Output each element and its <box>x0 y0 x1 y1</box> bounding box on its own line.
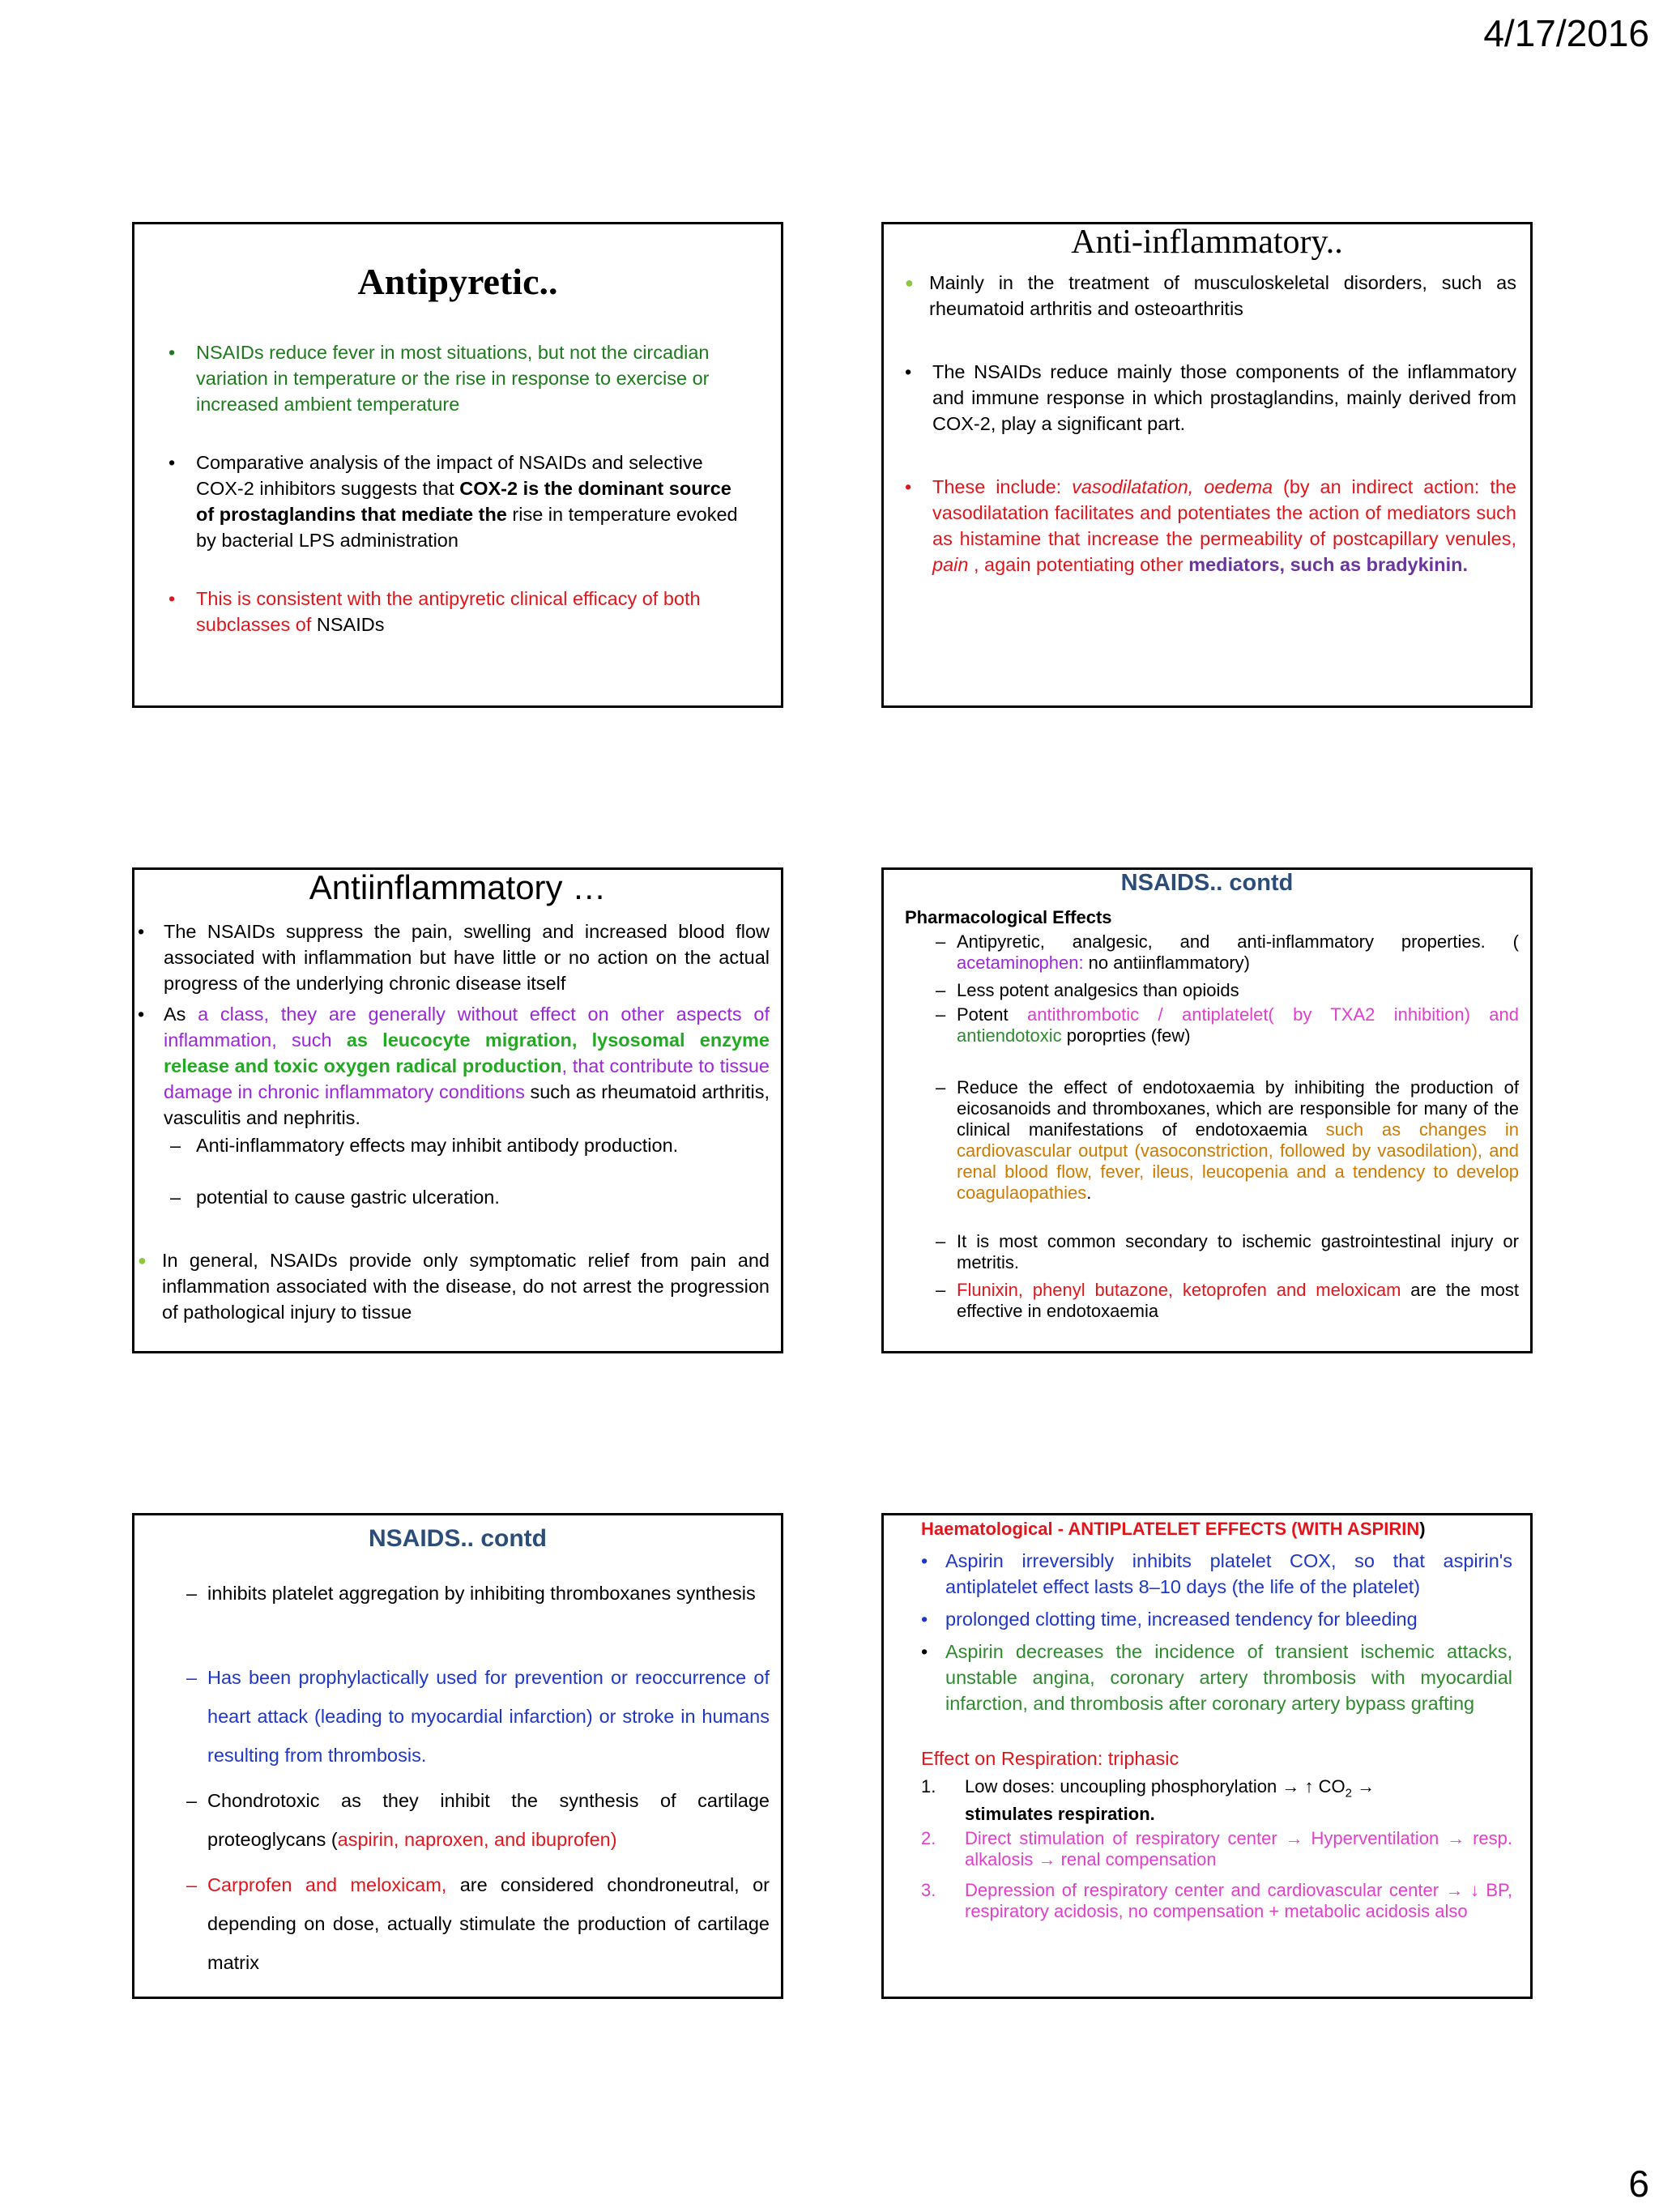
dash-item <box>936 980 1519 1001</box>
bullet-item <box>168 450 745 553</box>
numbered-item <box>921 1880 1512 1922</box>
date-header: 4/17/2016 <box>1483 12 1649 54</box>
bullet-item <box>905 474 1516 578</box>
dash-text: Less potent analgesics than opioids <box>957 980 1239 1000</box>
dash-item <box>936 1077 1519 1204</box>
numbered-item <box>921 1828 1512 1870</box>
slide-title: Anti-inflammatory.. <box>1071 224 1343 261</box>
dash-text: aspirin, naproxen, and ibuprofen) <box>337 1829 617 1850</box>
item-text: Depression of respiratory center and cardiovascular center → ↓ BP, respiratory acidosis, no compensation + metabolic acidosis also <box>965 1880 1512 1921</box>
dash-mark: – <box>186 1583 198 1604</box>
dash-item <box>186 1574 770 1613</box>
dash-item <box>936 931 1519 974</box>
bullet-item <box>905 270 1516 322</box>
dash-item <box>936 1231 1519 1273</box>
dash-mark: – <box>936 1231 946 1251</box>
dash-text: Reduce the effect of endotoxaemia by inhibiting the production of eicosanoids and thromboxanes, which are responsible for many of the clinical manifestations of endotoxaemia <box>957 1077 1519 1140</box>
bullet-text: such as rheumatoid arthritis, vasculitis and nephritis. <box>164 1081 770 1128</box>
dash-item <box>186 1781 770 1859</box>
number-mark: 1. <box>921 1776 936 1796</box>
dash-text: inhibits platelet aggregation by inhibiting thromboxanes synthesis <box>207 1583 756 1604</box>
bullet-mark: • <box>905 476 912 497</box>
numbered-item <box>921 1776 1512 1825</box>
bullet-text: Mainly in the treatment of musculoskeletal disorders, such as rheumatoid arthritis and osteoarthritis <box>929 272 1516 319</box>
bullet-item <box>921 1639 1512 1716</box>
page-number: 6 <box>1628 2163 1649 2205</box>
number-mark: 3. <box>921 1880 936 1900</box>
bullet-item <box>905 359 1516 437</box>
bullet-text: prolonged clotting time, increased tendency for bleeding <box>945 1609 1418 1630</box>
dash-item <box>186 1865 770 1982</box>
dash-text: acetaminophen: <box>957 953 1084 973</box>
dash-text: poroprties (few) <box>1061 1025 1191 1046</box>
slide-title: NSAIDS.. contd <box>1120 870 1294 896</box>
bullet-text: NSAIDs <box>316 614 385 635</box>
item-text-sub: 2 <box>1345 1786 1352 1801</box>
bullet-text: Comparative analysis of the impact of NSAIDs and selective COX-2 inhibitors suggests that <box>196 452 703 499</box>
bullet-mark: • <box>921 1641 928 1662</box>
bullet-text: rise in temperature evoked by bacterial LPS administration <box>196 504 738 551</box>
bullet-text: In general, NSAIDs provide only symptomatic relief from pain and inflammation associated with the disease, do not arrest the progression of pathological injury to tissue <box>162 1250 770 1323</box>
bullet-text: pain <box>932 554 969 575</box>
bullet-mark: • <box>138 921 145 942</box>
dash-mark: – <box>936 1077 946 1097</box>
bullet-text: This is consistent with the antipyretic clinical efficacy of both subclasses of <box>196 588 701 635</box>
bullet-mark: • <box>905 361 912 382</box>
slide-title: Antipyretic.. <box>357 261 558 302</box>
bullet-mark: • <box>168 342 176 363</box>
slide-antipyretic <box>132 222 783 708</box>
slide-antiinflammatory-2 <box>132 867 783 1353</box>
dash-mark: – <box>936 1280 946 1300</box>
slide-anti-inflammatory <box>881 222 1533 708</box>
dash-text: antiendotoxic <box>957 1025 1062 1046</box>
dash-mark: – <box>170 1187 181 1208</box>
bullet-mark: • <box>921 1609 928 1630</box>
dash-text: are considered chondroneutral, or depending on dose, actually stimulate the production of cartilage matrix <box>207 1874 770 1973</box>
bullet-item <box>138 918 770 996</box>
bullet-mark: • <box>168 452 176 473</box>
bullet-mark: ● <box>138 1252 147 1268</box>
bullet-item <box>138 1001 770 1131</box>
bullet-mark: • <box>138 1004 145 1025</box>
dash-mark: – <box>186 1667 198 1688</box>
dash-text: Has been prophylactically used for prevention or reoccurrence of heart attack (leading to myocardial infarction) or stroke in humans resulting from thrombosis. <box>207 1667 770 1766</box>
sub-text: potential to cause gastric ulceration. <box>196 1187 500 1208</box>
bullet-text: The NSAIDs suppress the pain, swelling and increased blood flow associated with inflammation but have little or no action on the actual progress of the underlying chronic disease itself <box>164 921 770 994</box>
bullet-item <box>168 586 745 637</box>
dash-item <box>936 1004 1519 1046</box>
dash-text: Flunixin, phenyl butazone, ketoprofen and meloxicam <box>957 1280 1401 1300</box>
bullet-text: , that contribute to tissue damage in chronic inflammatory conditions <box>164 1055 770 1102</box>
dash-text: such as changes in cardiovascular output (vasoconstriction, followed by vasodilation), and renal blood flow, fever, ileus, leucopenia and a tendency to develop coagulaopathies <box>957 1119 1519 1203</box>
slide-title: NSAIDS.. contd <box>368 1525 547 1552</box>
bullet-text: a class, they are generally without effect on other aspects of inflammation, such <box>164 1004 770 1051</box>
sub-item <box>170 1132 770 1158</box>
bullet-text: vasodilatation, oedema <box>1072 476 1273 497</box>
slide-nsaids-contd-2 <box>132 1513 783 1999</box>
heading-text: ) <box>1419 1519 1426 1539</box>
dash-item <box>936 1280 1519 1322</box>
bullet-item <box>138 1247 770 1325</box>
dash-text: Chondrotoxic as they inhibit the synthesis of cartilage proteoglycans ( <box>207 1790 770 1850</box>
dash-text: antithrombotic / antiplatelet( by TXA2 inhibition) and <box>1026 1004 1519 1025</box>
dash-text: . <box>1086 1183 1092 1203</box>
number-mark: 2. <box>921 1828 936 1848</box>
bullet-mark: • <box>921 1550 928 1571</box>
dash-mark: – <box>170 1135 181 1156</box>
slide-nsaids-contd-pharmacological <box>881 867 1533 1353</box>
heading-text: Haematological - ANTIPLATELET EFFECTS (WITH ASPIRIN <box>921 1519 1420 1539</box>
bullet-text: These include: <box>932 476 1073 497</box>
bullet-mark: • <box>168 588 176 609</box>
dash-mark: – <box>936 1004 946 1025</box>
dash-mark: – <box>186 1790 198 1811</box>
bullet-text: , again potentiating other <box>968 554 1189 575</box>
dash-text: are the most effective in endotoxaemia <box>957 1280 1520 1321</box>
slide-haematological <box>881 1513 1533 1999</box>
dash-text: Potent <box>957 1004 1027 1025</box>
section-heading <box>921 1519 1426 1540</box>
dash-text: Carprofen and meloxicam, <box>207 1874 447 1895</box>
bullet-text: Aspirin irreversibly inhibits platelet COX, so that aspirin's antiplatelet effect lasts 8–10 days (the life of the platelet) <box>945 1550 1512 1597</box>
slide-title: Antiinflammatory … <box>309 868 607 906</box>
bullet-item <box>921 1606 1512 1632</box>
bullet-mark: ● <box>905 275 914 291</box>
item-text: Direct stimulation of respiratory center → Hyperventilation → resp. alkalosis → renal compensation <box>965 1828 1512 1869</box>
dash-text: Antipyretic, analgesic, and anti-inflammatory properties. ( <box>957 931 1519 952</box>
bullet-text: Aspirin decreases the incidence of transient ischemic attacks, unstable angina, coronary artery thrombosis with myocardial infarction, and thrombosis after coronary artery bypass grafting <box>945 1641 1512 1714</box>
bullet-text: (by an indirect action: the vasodilatation facilitates and potentiates the action of mediators such as histamine that increase the permeability of postcapillary venules, <box>932 476 1516 549</box>
dash-text: no antiinflammatory) <box>1083 953 1250 973</box>
slide-subtitle: Pharmacological Effects <box>905 907 1112 927</box>
dash-mark: – <box>936 980 946 1000</box>
bullet-text-bold: COX-2 is the dominant source of prostaglandins that mediate the <box>196 478 731 525</box>
bullet-text: mediators, such as bradykinin. <box>1188 554 1468 575</box>
sub-item <box>170 1184 770 1210</box>
bullet-text: The NSAIDs reduce mainly those components of the inflammatory and immune response in which prostaglandins, mainly derived from COX-2, play a significant part. <box>932 361 1516 434</box>
bullet-text: as leucocyte migration, lysosomal enzyme release and toxic oxygen radical production <box>164 1029 770 1076</box>
item-text: → <box>1351 1776 1375 1796</box>
dash-item <box>186 1658 770 1775</box>
bullet-item <box>168 339 745 417</box>
bullet-text: NSAIDs reduce fever in most situations, but not the circadian variation in temperature or the rise in response to exercise or increased ambient temperature <box>196 342 710 415</box>
dash-text: It is most common secondary to ischemic gastrointestinal injury or metritis. <box>957 1231 1519 1272</box>
dash-mark: – <box>186 1874 198 1895</box>
sub-text: Anti-inflammatory effects may inhibit antibody production. <box>196 1135 679 1156</box>
dash-mark: – <box>936 931 946 952</box>
section-heading: Effect on Respiration: triphasic <box>921 1748 1179 1769</box>
item-text-bold: stimulates respiration. <box>965 1804 1155 1825</box>
bullet-text: As <box>164 1004 198 1025</box>
bullet-item <box>921 1548 1512 1600</box>
item-text: Low doses: uncoupling phosphorylation → ↑ CO <box>965 1776 1346 1796</box>
